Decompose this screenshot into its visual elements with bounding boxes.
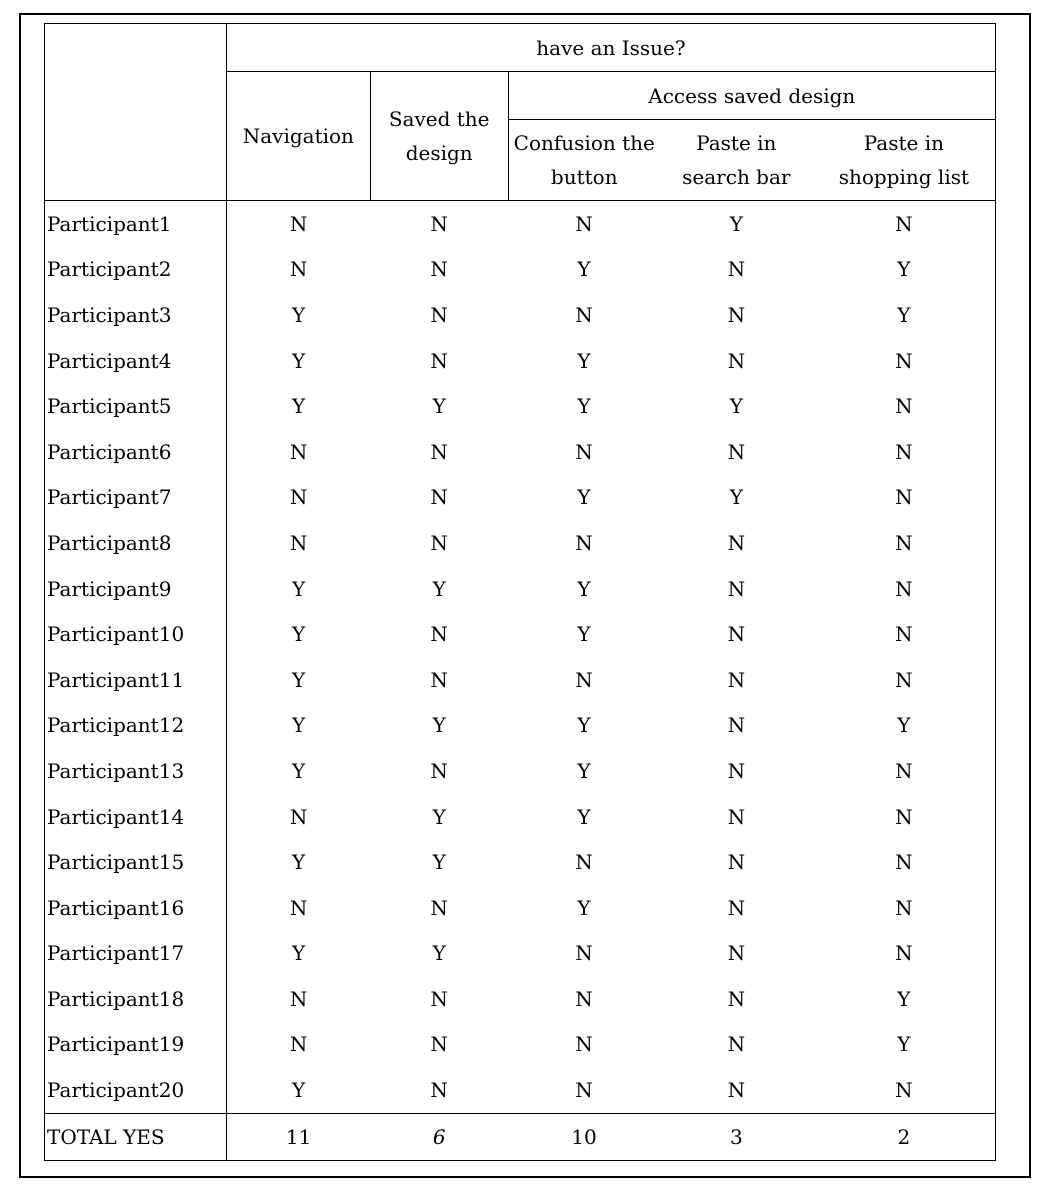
cell-confusion-button: Y xyxy=(577,804,591,829)
header-paste-shopping-list xyxy=(813,120,996,201)
cell-paste-shopping-list: N xyxy=(813,931,996,977)
cell-saved-design: Y xyxy=(432,850,446,875)
cell-navigation: Y xyxy=(226,748,370,794)
total-label: TOTAL YES xyxy=(45,1113,227,1160)
cell-paste-shopping-list: N xyxy=(813,611,996,657)
table-row xyxy=(45,475,996,521)
cell-navigation: N xyxy=(226,247,370,293)
participant-name: Participant5 xyxy=(45,383,227,429)
total-navigation: 11 xyxy=(226,1113,370,1160)
participant-name: Participant2 xyxy=(45,247,227,293)
table-row xyxy=(45,794,996,840)
cell-paste-search-bar: N xyxy=(727,667,746,692)
table-row xyxy=(45,1067,996,1113)
cell-saved-design: N xyxy=(430,1032,448,1057)
cell-saved-design: Y xyxy=(432,394,446,419)
cell-confusion-button: N xyxy=(575,302,593,327)
table-row xyxy=(45,611,996,657)
cell-confusion-button: Y xyxy=(577,895,591,920)
cell-navigation: Y xyxy=(226,611,370,657)
cell-confusion-button: N xyxy=(575,667,593,692)
participant-name: Participant20 xyxy=(45,1067,227,1113)
cell-navigation: N xyxy=(226,976,370,1022)
cell-paste-shopping-list: N xyxy=(813,201,996,247)
cell-confusion-button: N xyxy=(575,1032,593,1057)
table-row xyxy=(45,201,996,247)
total-paste-shopping-list: 2 xyxy=(813,1113,996,1160)
cell-confusion-button: Y xyxy=(577,576,591,601)
total-saved-design: 6 xyxy=(370,1113,508,1160)
participant-name: Participant15 xyxy=(45,839,227,885)
cell-confusion-button: N xyxy=(575,850,593,875)
participant-name: Participant8 xyxy=(45,520,227,566)
table-row xyxy=(45,748,996,794)
participant-name: Participant7 xyxy=(45,475,227,521)
cell-navigation: Y xyxy=(226,657,370,703)
cell-confusion-button: Y xyxy=(577,257,591,282)
cell-saved-design: N xyxy=(430,530,448,555)
cell-paste-search-bar: N xyxy=(727,439,746,464)
table-row xyxy=(45,247,996,293)
cell-paste-search-bar: N xyxy=(727,895,746,920)
table-row xyxy=(45,292,996,338)
header-search-line2: search bar xyxy=(682,165,791,189)
cell-navigation: Y xyxy=(226,931,370,977)
participant-name: Participant4 xyxy=(45,338,227,384)
participant-name: Participant13 xyxy=(45,748,227,794)
cell-paste-shopping-list: N xyxy=(813,657,996,703)
cell-saved-design: N xyxy=(430,348,448,373)
participant-name: Participant18 xyxy=(45,976,227,1022)
cell-paste-shopping-list: Y xyxy=(813,247,996,293)
cell-paste-search-bar: N xyxy=(727,850,746,875)
cell-saved-design: N xyxy=(430,485,448,510)
cell-paste-search-bar: N xyxy=(727,530,746,555)
cell-paste-shopping-list: N xyxy=(813,338,996,384)
cell-paste-shopping-list: Y xyxy=(813,1022,996,1068)
cell-navigation: N xyxy=(226,885,370,931)
cell-saved-design: N xyxy=(430,257,448,282)
cell-navigation: Y xyxy=(226,1067,370,1113)
participant-name: Participant6 xyxy=(45,429,227,475)
header-saved-line1: Saved the xyxy=(388,107,490,131)
cell-confusion-button: Y xyxy=(577,713,591,738)
cell-paste-shopping-list: N xyxy=(813,429,996,475)
cell-saved-design: N xyxy=(430,895,448,920)
cell-confusion-button: N xyxy=(575,211,593,236)
table-row xyxy=(45,338,996,384)
issues-table xyxy=(44,23,996,1161)
cell-saved-design: N xyxy=(430,667,448,692)
cell-navigation: Y xyxy=(226,338,370,384)
cell-paste-shopping-list: N xyxy=(813,475,996,521)
cell-confusion-button: N xyxy=(575,1078,593,1103)
cell-saved-design: Y xyxy=(432,941,446,966)
cell-saved-design: N xyxy=(430,211,448,236)
cell-saved-design: Y xyxy=(432,804,446,829)
header-confusion-button xyxy=(508,120,660,201)
cell-confusion-button: Y xyxy=(577,394,591,419)
participant-name: Participant10 xyxy=(45,611,227,657)
total-paste-search-bar: 3 xyxy=(660,1113,813,1160)
cell-paste-search-bar: N xyxy=(727,302,746,327)
table-row xyxy=(45,657,996,703)
participant-name: Participant14 xyxy=(45,794,227,840)
cell-navigation: N xyxy=(226,794,370,840)
cell-confusion-button: Y xyxy=(577,622,591,647)
cell-paste-shopping-list: N xyxy=(813,885,996,931)
cell-paste-shopping-list: N xyxy=(813,748,996,794)
cell-navigation: Y xyxy=(226,839,370,885)
cell-navigation: N xyxy=(226,201,370,247)
header-shopping-line1: Paste in xyxy=(863,131,944,155)
cell-saved-design: Y xyxy=(432,576,446,601)
cell-navigation: N xyxy=(226,475,370,521)
header-paste-search-bar xyxy=(660,120,813,201)
cell-paste-search-bar: N xyxy=(727,713,746,738)
table-row xyxy=(45,976,996,1022)
total-confusion-button: 10 xyxy=(508,1113,660,1160)
cell-saved-design: Y xyxy=(432,713,446,738)
cell-paste-search-bar: N xyxy=(727,1078,746,1103)
header-navigation: Navigation xyxy=(226,72,370,201)
cell-paste-shopping-list: N xyxy=(813,383,996,429)
header-group-title: have an Issue? xyxy=(226,24,995,72)
participant-name: Participant9 xyxy=(45,566,227,612)
cell-navigation: N xyxy=(226,1022,370,1068)
cell-paste-shopping-list: Y xyxy=(813,703,996,749)
participant-name: Participant17 xyxy=(45,931,227,977)
cell-paste-search-bar: N xyxy=(727,804,746,829)
cell-paste-shopping-list: N xyxy=(813,839,996,885)
table-row xyxy=(45,520,996,566)
cell-confusion-button: N xyxy=(575,530,593,555)
cell-paste-search-bar: Y xyxy=(729,485,743,510)
cell-navigation: Y xyxy=(226,566,370,612)
cell-paste-shopping-list: N xyxy=(813,566,996,612)
total-row xyxy=(45,1113,996,1160)
cell-confusion-button: Y xyxy=(577,485,591,510)
header-corner-cell xyxy=(45,24,227,201)
cell-paste-search-bar: N xyxy=(727,941,746,966)
cell-confusion-button: Y xyxy=(577,348,591,373)
cell-paste-shopping-list: N xyxy=(813,1067,996,1113)
participant-name: Participant1 xyxy=(45,201,227,247)
cell-saved-design: N xyxy=(430,622,448,647)
cell-saved-design: N xyxy=(430,439,448,464)
cell-paste-shopping-list: N xyxy=(813,520,996,566)
cell-confusion-button: N xyxy=(575,986,593,1011)
cell-paste-shopping-list: Y xyxy=(813,292,996,338)
cell-saved-design: N xyxy=(430,758,448,783)
cell-paste-search-bar: Y xyxy=(729,394,743,419)
table-row xyxy=(45,703,996,749)
cell-paste-search-bar: N xyxy=(727,1032,746,1057)
cell-paste-search-bar: Y xyxy=(729,211,743,236)
cell-paste-search-bar: N xyxy=(727,576,746,601)
header-confusion-line2: button xyxy=(550,165,618,189)
participant-name: Participant19 xyxy=(45,1022,227,1068)
header-confusion-line1: Confusion the xyxy=(513,131,655,155)
table-row xyxy=(45,931,996,977)
cell-paste-shopping-list: Y xyxy=(813,976,996,1022)
cell-confusion-button: N xyxy=(575,439,593,464)
table-row xyxy=(45,839,996,885)
cell-paste-shopping-list: N xyxy=(813,794,996,840)
cell-navigation: N xyxy=(226,520,370,566)
header-shopping-line2: shopping list xyxy=(838,165,970,189)
cell-navigation: N xyxy=(226,429,370,475)
cell-paste-search-bar: N xyxy=(727,348,746,373)
header-access-saved-design: Access saved design xyxy=(508,72,995,120)
cell-saved-design: N xyxy=(430,1078,448,1103)
cell-paste-search-bar: N xyxy=(727,986,746,1011)
header-saved-line2: design xyxy=(405,141,473,165)
cell-paste-search-bar: N xyxy=(727,758,746,783)
cell-navigation: Y xyxy=(226,703,370,749)
table-row xyxy=(45,429,996,475)
participant-name: Participant12 xyxy=(45,703,227,749)
cell-navigation: Y xyxy=(226,292,370,338)
cell-paste-search-bar: N xyxy=(727,257,746,282)
table-row xyxy=(45,1022,996,1068)
participant-name: Participant16 xyxy=(45,885,227,931)
cell-saved-design: N xyxy=(430,986,448,1011)
cell-confusion-button: N xyxy=(575,941,593,966)
cell-navigation: Y xyxy=(226,383,370,429)
cell-saved-design: N xyxy=(430,302,448,327)
cell-confusion-button: Y xyxy=(577,758,591,783)
participant-name: Participant11 xyxy=(45,657,227,703)
cell-paste-search-bar: N xyxy=(727,622,746,647)
table-row xyxy=(45,566,996,612)
header-search-line1: Paste in xyxy=(696,131,777,155)
participant-name: Participant3 xyxy=(45,292,227,338)
table-row xyxy=(45,383,996,429)
header-saved-design xyxy=(370,72,508,201)
table-row xyxy=(45,885,996,931)
